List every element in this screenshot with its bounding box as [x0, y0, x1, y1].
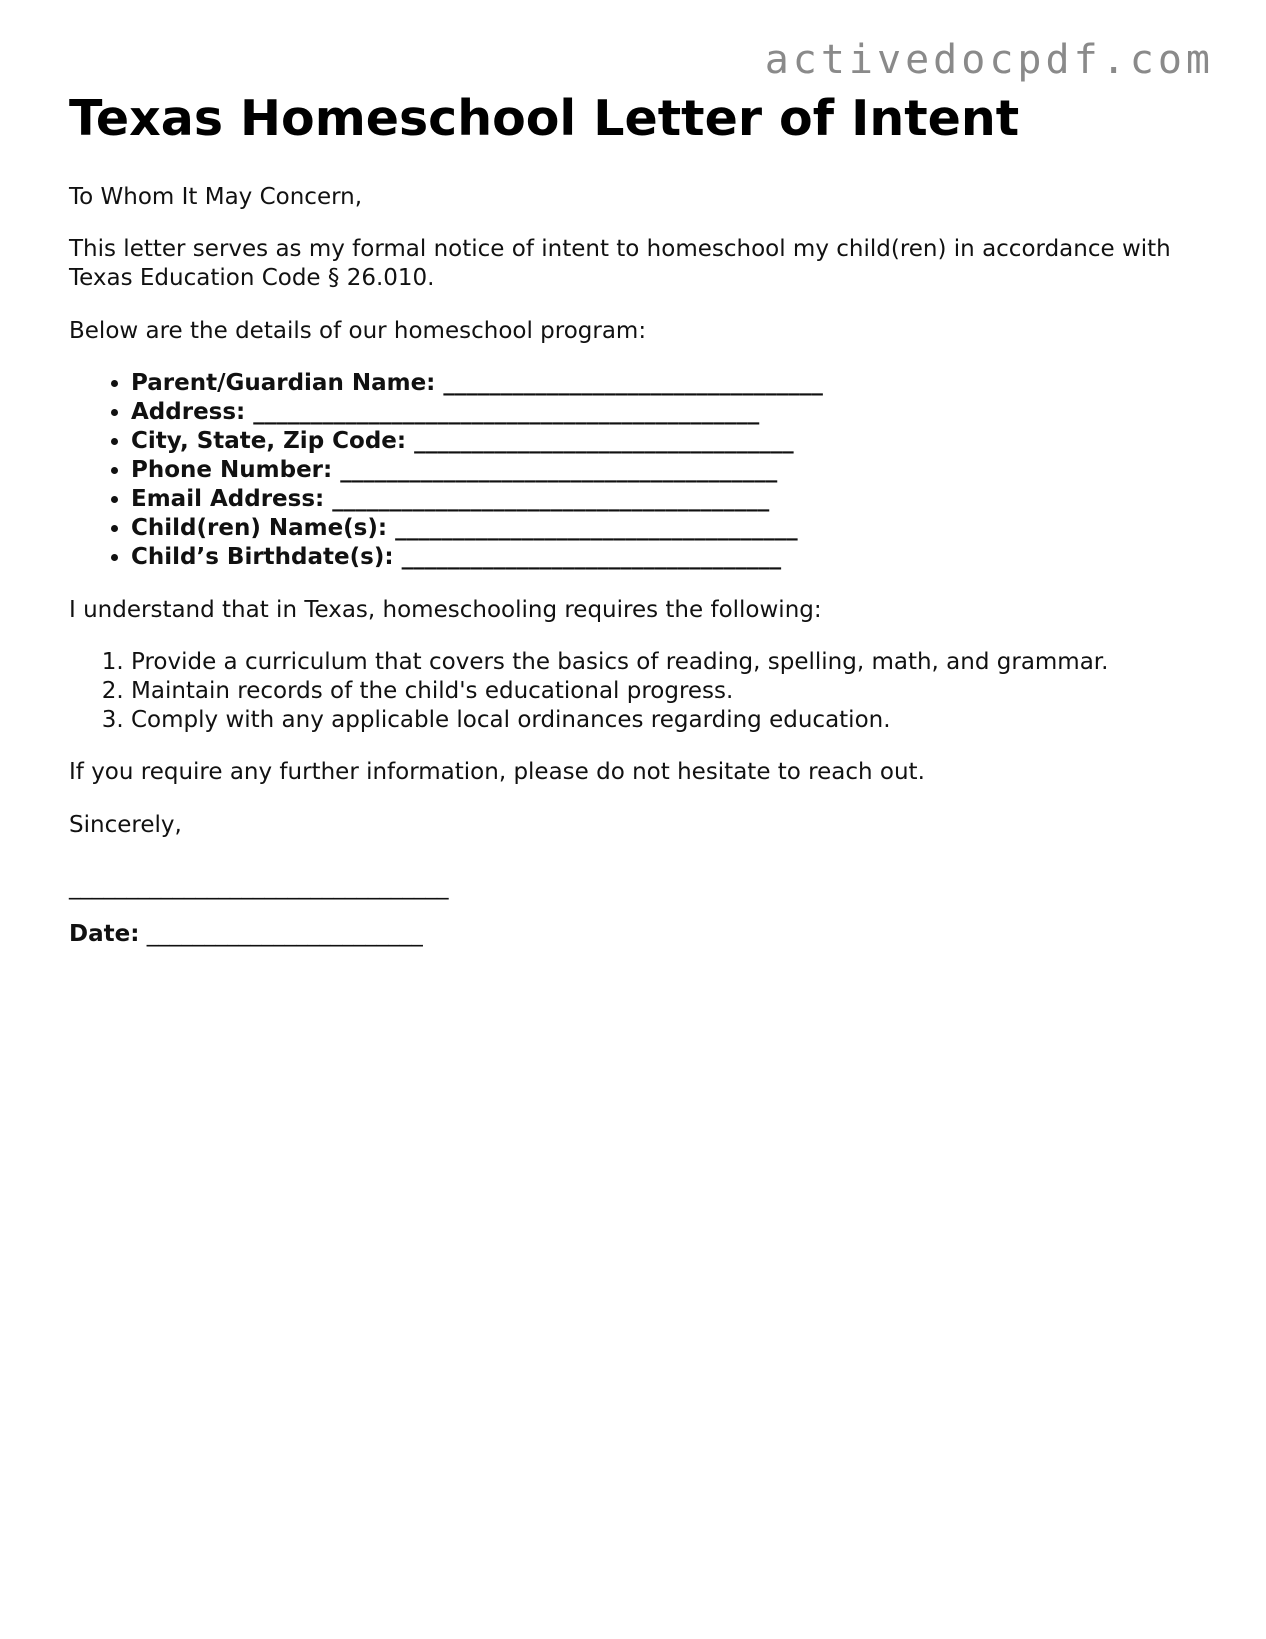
requirement-item: 3. Comply with any applicable local ordinances regarding education. — [131, 706, 1209, 735]
signature-line[interactable]: _________________________________ — [69, 874, 449, 900]
detail-label: Parent/Guardian Name: — [131, 370, 436, 396]
date-blank[interactable]: ________________________ — [146, 921, 423, 947]
detail-city-state-zip — [131, 427, 1209, 456]
letter-document — [69, 88, 1209, 949]
detail-child-birthdates — [131, 543, 1209, 572]
requirements-heading: I understand that in Texas, homeschooling requires the following: — [69, 597, 822, 623]
detail-blank[interactable]: ______________________________________ — [340, 457, 778, 483]
date-label: Date: — [69, 921, 140, 947]
closing: Sincerely, — [69, 812, 182, 838]
detail-parent-guardian-name — [131, 369, 1209, 398]
detail-label: Child’s Birthdate(s): — [131, 544, 394, 570]
requirement-item: 2. Maintain records of the child's educational progress. — [131, 677, 1209, 706]
details-heading: Below are the details of our homeschool program: — [69, 318, 647, 344]
further-info-paragraph: If you require any further information, please do not hesitate to reach out. — [69, 759, 925, 785]
detail-children-names — [131, 514, 1209, 543]
requirements-list — [69, 648, 1209, 735]
detail-blank[interactable]: _________________________________ — [401, 544, 782, 570]
requirement-item: 1. Provide a curriculum that covers the basics of reading, spelling, math, and grammar. — [131, 648, 1209, 677]
detail-blank[interactable]: _________________________________ — [443, 370, 823, 396]
detail-blank[interactable]: ____________________________________________ — [253, 399, 760, 425]
detail-phone-number — [131, 456, 1209, 485]
greeting: To Whom It May Concern, — [69, 184, 363, 210]
detail-label: Phone Number: — [131, 457, 333, 483]
detail-blank[interactable]: ______________________________________ — [332, 486, 770, 512]
date-field — [69, 920, 1209, 949]
details-list — [69, 369, 1209, 572]
document-title: Texas Homeschool Letter of Intent — [69, 90, 1020, 147]
detail-blank[interactable]: _________________________________ — [414, 428, 794, 454]
intro-paragraph: This letter serves as my formal notice of intent to homeschool my child(ren) in accordance with Texas Education Code § 26.010. — [69, 236, 1171, 291]
detail-label: Email Address: — [131, 486, 325, 512]
detail-blank[interactable]: ___________________________________ — [395, 515, 798, 541]
detail-address — [131, 398, 1209, 427]
detail-email-address — [131, 485, 1209, 514]
detail-label: Address: — [131, 399, 246, 425]
detail-label: City, State, Zip Code: — [131, 428, 407, 454]
detail-label: Child(ren) Name(s): — [131, 515, 388, 541]
watermark: activedocpdf.com — [764, 37, 1214, 83]
